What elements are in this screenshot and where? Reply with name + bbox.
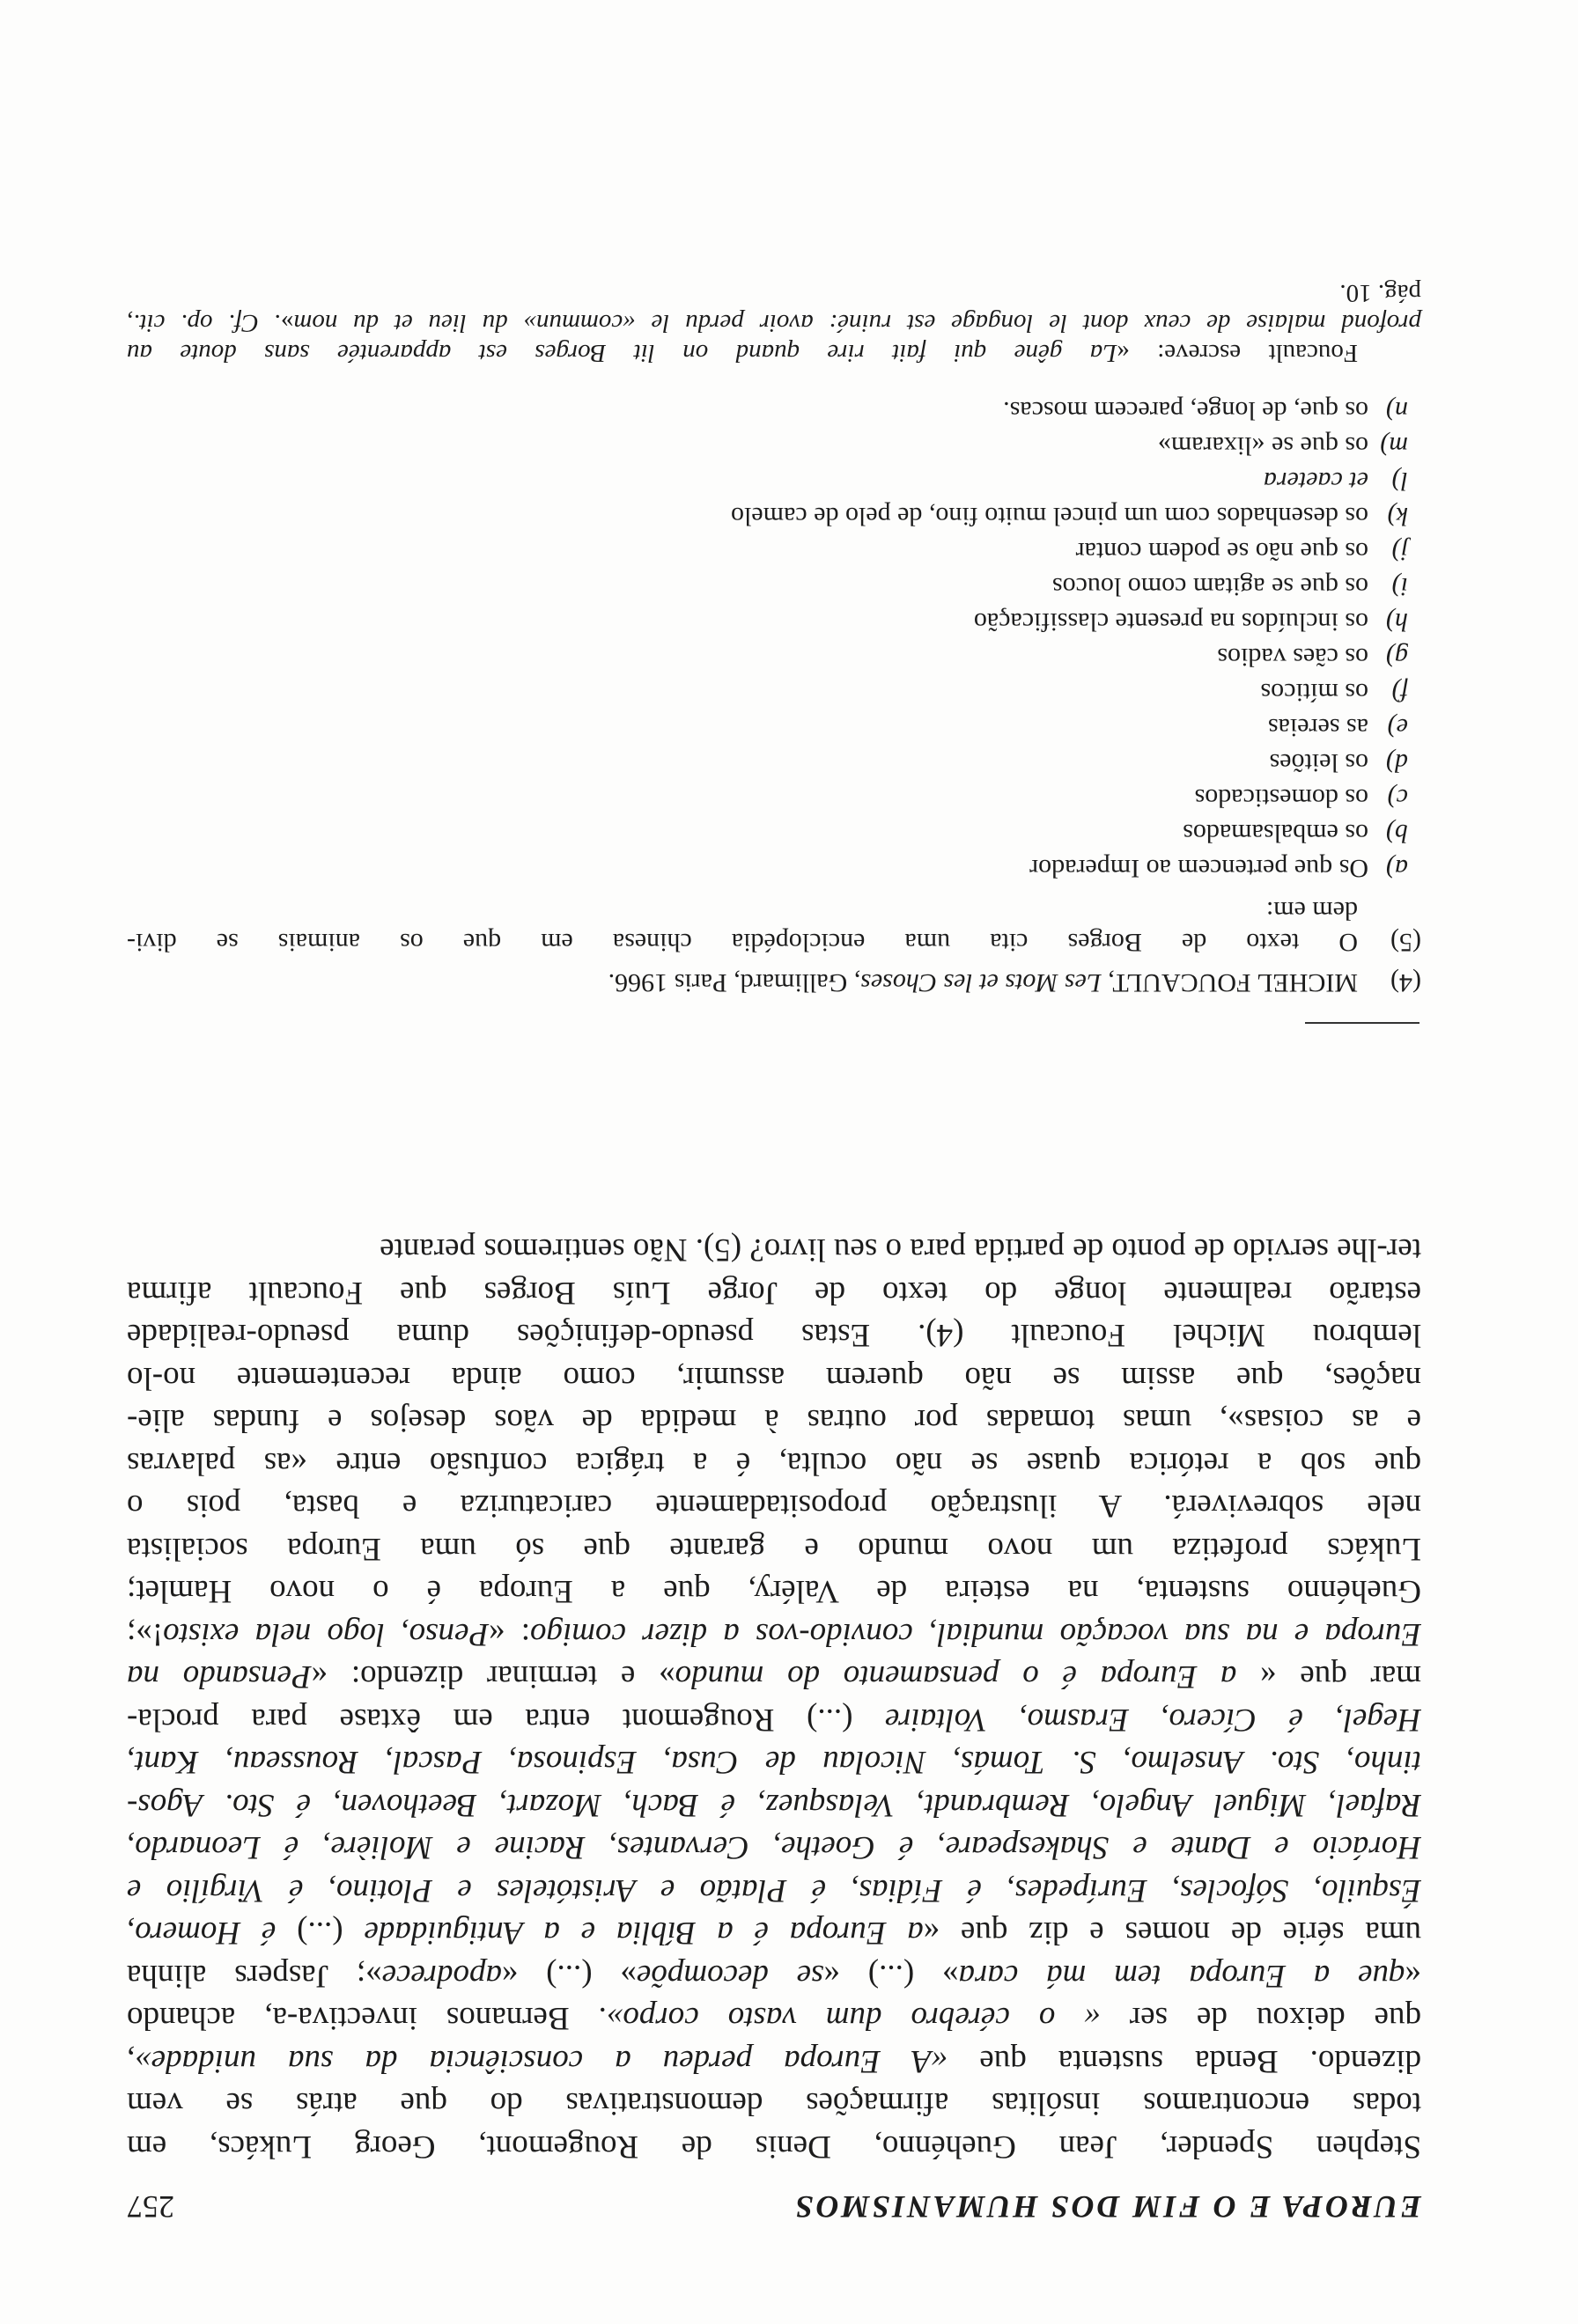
list-item-text: os que se agitam como loucos — [1051, 572, 1368, 601]
list-item-letter: d) — [1386, 748, 1408, 777]
list-item — [127, 569, 1408, 604]
text-segment: !»; — [127, 1616, 164, 1652]
italic-segment: «A Europa perdeu a consciência da sua unidade» — [135, 2043, 948, 2079]
body-line — [127, 1357, 1421, 1400]
footnote-5 — [127, 886, 1421, 958]
text-segment: uma série de nomes e diz que « — [923, 1915, 1421, 1952]
list-item — [127, 639, 1408, 674]
text-segment: e as coisas», umas tomadas por outras à medida de vãos desejos e fundas alie- — [127, 1402, 1421, 1439]
list-item-text: os que se «lixaram» — [1157, 431, 1368, 460]
text-segment: . Bernanos invectiva-a, achando — [127, 2000, 607, 2037]
list-item-text: os cães vadios — [1217, 643, 1368, 672]
list-item-letter: i) — [1391, 572, 1408, 601]
list-item-letter: n) — [1386, 396, 1408, 425]
body-line — [127, 1399, 1421, 1442]
list-item-text: os que, de longe, parecem moscas. — [1003, 396, 1368, 425]
body-line — [127, 1655, 1421, 1698]
footnote-line — [127, 338, 1358, 368]
text-segment: ». — [258, 309, 294, 337]
list-item-text: os míticos — [1260, 678, 1368, 707]
text-segment: » (...) « — [501, 1958, 637, 1994]
footnote-text — [127, 967, 1358, 998]
text-segment: Guehénno sustenta, na esteira de Valéry, que a Europa é o novo Hamlet; — [127, 1573, 1421, 1610]
list-item — [127, 710, 1408, 745]
italic-segment: Cf. op. cit. — [133, 309, 259, 337]
list-item-text: os leitões — [1269, 748, 1368, 777]
list-item-text: et caetera — [1263, 467, 1368, 496]
list-item — [127, 604, 1408, 639]
body-line — [127, 1484, 1421, 1527]
italic-segment: se decompõe — [636, 1958, 824, 1994]
body-line — [127, 1698, 1421, 1741]
list-item-text: os embalsamados — [1183, 819, 1368, 848]
classification-list — [127, 393, 1408, 886]
body-text — [127, 1228, 1421, 2167]
text-segment: : « — [489, 1616, 531, 1652]
list-item — [127, 815, 1408, 850]
footnote-marker: (5) — [1390, 928, 1421, 957]
text-segment: que sob a retórica quase se não oculta, é a trágica confusão entre «as palavras — [127, 1445, 1421, 1482]
text-segment: « — [1405, 1958, 1421, 1994]
italic-segment: Horácio e Dante e Shakespeare, é Goethe, Cervantes, Racine e Molière, é Leonardo, — [127, 1829, 1421, 1866]
text-segment: todas encontramos insólitas afirmações demonstrativas do que atrás se vem — [127, 2085, 1421, 2122]
text-segment: Lukács profetiza um novo mundo e garante que só uma Europa socialista — [127, 1531, 1421, 1567]
list-item — [127, 745, 1408, 780]
body-line — [127, 1313, 1421, 1357]
text-segment: , — [126, 309, 134, 337]
text-segment: » e terminar dizendo: « — [311, 1658, 675, 1695]
text-segment: , Gallimard, Paris 1966. — [608, 968, 861, 997]
list-item — [127, 463, 1408, 498]
footnote-text: O texto de Borges cita uma enciclopédia chinesa em que os animais se divi- — [127, 928, 1358, 957]
body-line — [127, 1228, 1421, 1271]
italic-segment: a Europa é o pensamento do mundo — [675, 1658, 1237, 1695]
footnote-text-continued: dem em: — [1265, 896, 1358, 925]
list-item — [127, 498, 1408, 533]
body-line — [127, 1869, 1421, 1912]
text-segment: dizendo. Benda sustenta que — [948, 2043, 1421, 2079]
list-item-text: os desenhados com um pincel muito fino, de pelo de camelo — [731, 502, 1368, 531]
italic-segment: Ésquilo, Sófocles, Eurípedes, é Fídias, é Platão e Aristóteles e Plotino, é Virgílio e — [127, 1872, 1421, 1908]
footnote-marker: (4) — [1390, 968, 1421, 997]
italic-segment: profond malaise de ceux dont le longage est ruiné: avoir perdu le «commun» du lieu et du nom — [293, 309, 1421, 337]
body-line — [127, 1570, 1421, 1613]
list-item-letter: c) — [1387, 783, 1408, 813]
text-segment: pág. 10. — [1339, 279, 1421, 307]
text-segment: nele sobreviverá. A ilustração propositadamente caricaturiza e basta, pois o — [127, 1488, 1421, 1525]
italic-segment: Rafael, Miguel Angelo, Rembrandt, Velasquez, é Bach, Mozart, Beethoven, é Sto. Agos- — [127, 1787, 1421, 1823]
list-item-letter: m) — [1380, 431, 1408, 460]
list-item — [127, 428, 1408, 463]
text-segment: MICHEL FOUCAULT, — [1101, 968, 1358, 997]
list-item-letter: f) — [1391, 678, 1408, 707]
italic-segment: é Homero, — [127, 1915, 277, 1952]
body-line — [127, 1271, 1421, 1314]
italic-segment: « o cérebro dum vasto corpo» — [606, 2000, 1101, 2037]
body-line — [127, 1442, 1421, 1485]
list-item-text: os incluídos na presente classificação — [973, 607, 1368, 636]
text-segment: » (...) « — [823, 1958, 959, 1994]
italic-segment: Pensando na — [127, 1658, 312, 1695]
text-segment: nações, que assim se não querem assumir, como ainda recentemente no-lo — [127, 1360, 1421, 1396]
footnote-line — [127, 278, 1421, 308]
italic-segment: a Europa é a Bíblia e a Antiguidade — [364, 1915, 924, 1952]
footnote-4 — [127, 958, 1421, 998]
text-segment: (...) Rougemont entra em êxtase para procla- — [127, 1702, 885, 1738]
body-line — [127, 2040, 1421, 2083]
text-segment: (...) — [276, 1915, 365, 1952]
list-item-letter: e) — [1387, 713, 1408, 742]
list-item-text: as sereias — [1267, 713, 1368, 742]
italic-segment: Hegel, é Cícero, Erasmo, Voltaire — [885, 1702, 1421, 1738]
text-segment: que deixou de ser — [1100, 2000, 1421, 2037]
footnotes — [127, 278, 1421, 998]
list-item-letter: k) — [1387, 502, 1408, 531]
body-line — [127, 1613, 1421, 1656]
text-segment: Stephen Spender, Jean Guehénno, Denis de Rougemont, Georg Lukács, em — [127, 2129, 1421, 2165]
body-line — [127, 1826, 1421, 1869]
list-item — [127, 780, 1408, 815]
list-item-letter: l) — [1391, 467, 1408, 496]
body-line — [127, 1740, 1421, 1783]
footnote-rule — [1305, 1022, 1419, 1024]
list-item-letter: j) — [1391, 537, 1408, 566]
page-header — [127, 2180, 1421, 2225]
list-item-letter: b) — [1386, 819, 1408, 848]
text-segment: ter-lhe servido de ponto de partida para o seu livro? (5). Não sentiremos perante — [380, 1232, 1421, 1269]
text-segment: mar que « — [1236, 1658, 1421, 1695]
text-segment: lembrou Michel Foucault (4). Estas pseudo-definições duma pseudo-realidade — [127, 1317, 1421, 1354]
text-segment: Foucault escreve: « — [1117, 339, 1358, 367]
list-item-text: os domesticados — [1194, 783, 1368, 813]
italic-segment: apodrece — [381, 1958, 502, 1994]
list-item — [127, 674, 1408, 710]
body-line — [127, 1783, 1421, 1827]
italic-segment: que a Europa tem má cara — [958, 1958, 1405, 1994]
page-number: 257 — [127, 2189, 174, 2225]
list-item — [127, 533, 1408, 569]
body-line — [127, 1954, 1421, 1997]
italic-segment: Europa e na sua vocação mundial, convido-vos a dizer comigo — [530, 1616, 1421, 1652]
list-item-letter: h) — [1386, 607, 1408, 636]
list-item-text: Os que pertencem ao Imperador — [1029, 854, 1368, 883]
body-line — [127, 2125, 1421, 2168]
italic-segment: Penso, logo nela existo — [163, 1616, 490, 1652]
text-segment: »; Jaspers alinha — [127, 1958, 382, 1994]
body-line — [127, 1997, 1421, 2040]
list-item — [127, 393, 1408, 428]
footnote-line — [127, 308, 1421, 338]
text-segment: estarão realmente longe do texto de Jorge Luís Borges que Foucault afirma — [127, 1275, 1421, 1311]
list-item — [127, 850, 1408, 886]
body-line — [127, 2082, 1421, 2125]
list-item-text: os que não se podem contar — [1075, 537, 1368, 566]
list-item-letter: g) — [1386, 643, 1408, 672]
body-line — [127, 1911, 1421, 1954]
italic-segment: Les Mots et les Choses — [860, 968, 1102, 997]
italic-segment: tinho, Sto. Anselmo, S. Tomás, Nicolau de Cusa, Espinosa, Pascal, Rousseau, Kant, — [127, 1744, 1421, 1781]
list-item-letter: a) — [1386, 854, 1408, 883]
footnote-5-foucault-quote — [127, 278, 1421, 368]
running-head: EUROPA E O FIM DOS HUMANISMOS — [793, 2189, 1421, 2225]
text-segment: , — [127, 2043, 136, 2079]
body-line — [127, 1527, 1421, 1570]
italic-segment: La gêne qui fait rire quand on lit Borges est apparentée sans doute au — [127, 339, 1117, 367]
